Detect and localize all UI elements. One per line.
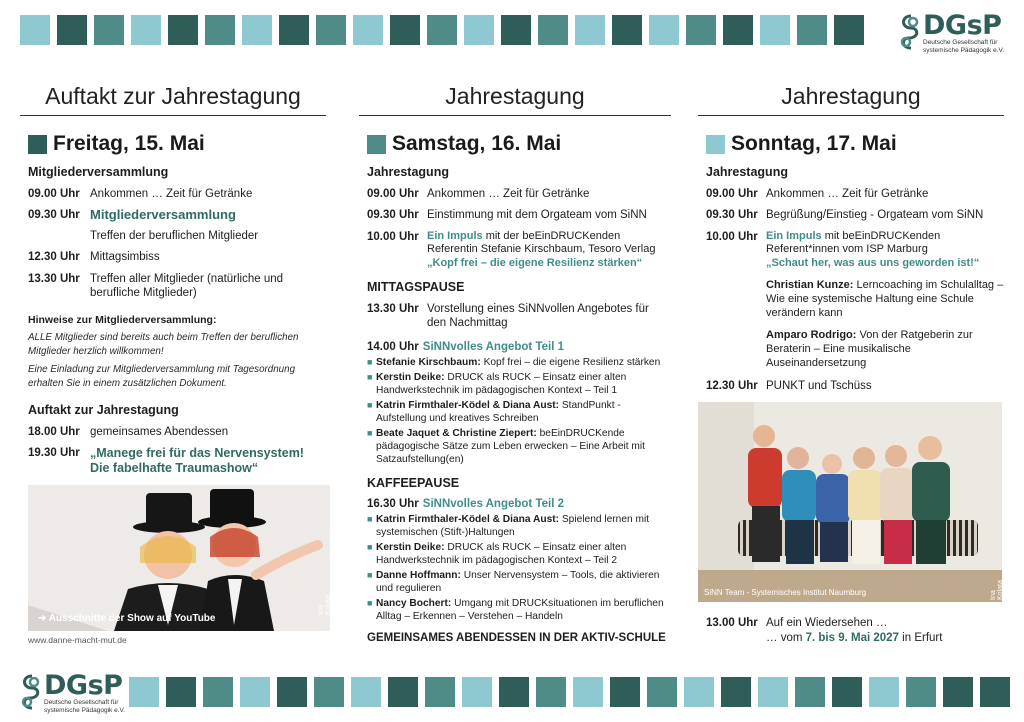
offer-item: ■ Stefanie Kirschbaum: Kopf frei – die eigene Resilienz stärken <box>367 357 661 368</box>
decor-square <box>649 15 679 45</box>
day-title: Freitag, 15. Mai <box>53 132 205 155</box>
decor-square <box>351 677 381 707</box>
decor-square <box>834 15 864 45</box>
decor-square <box>612 15 642 45</box>
hint-text: Eine Einladung zur Mitgliederversammlung mit Tagesordnung erhalten Sie in einem zusätzlichen Dokument. <box>28 364 296 389</box>
schedule-row: 16.30 Uhr SiNNvolles Angebot Teil 2 <box>367 497 564 510</box>
schedule-row: 09.00 Uhr Ankommen … Zeit für Getränke <box>706 187 929 200</box>
schedule-row: 19.30 Uhr „Manege frei für das Nervensystem! Die fabelhafte Traumashow“ <box>28 446 304 475</box>
decor-square <box>166 677 196 707</box>
schedule-row: 13.30 Uhr Vorstellung eines SiNNvollen Angebotes für den Nachmittag <box>367 302 649 329</box>
schedule-sub: … vom 7. bis 9. Mai 2027 in Erfurt <box>766 632 943 644</box>
decor-square <box>205 15 235 45</box>
decor-square <box>129 677 159 707</box>
schedule-row: 18.00 Uhr gemeinsames Abendessen <box>28 425 229 438</box>
bullet-icon: ■ <box>367 542 373 552</box>
decor-square <box>684 677 714 707</box>
logo-name: DGsP <box>923 10 1002 41</box>
decor-square <box>94 15 124 45</box>
speaker: Amparo Rodrigo: Von der Ratgeberin zur Beraterin – Eine musikalische Auseinandersetzung <box>766 329 973 369</box>
team-photo <box>698 402 1002 602</box>
day-square-icon <box>706 135 725 154</box>
youtube-link[interactable]: ➜ Ausschnitte der Show auf YouTube <box>38 613 216 624</box>
decor-square <box>390 15 420 45</box>
photo-caption: SiNN Team - Systemisches Institut Naumburg <box>704 587 867 597</box>
column-friday <box>20 78 332 645</box>
decor-square <box>203 677 233 707</box>
day-heading <box>359 133 671 155</box>
decor-square <box>462 677 492 707</box>
decor-square <box>686 15 716 45</box>
speaker: Christian Kunze: Lerncoaching im Schulalltag – Wie eine systemische Haltung eine Schule verändern kann <box>766 279 1004 319</box>
decor-square <box>723 15 753 45</box>
decor-square <box>314 677 344 707</box>
day-heading <box>20 133 326 155</box>
decor-square <box>760 15 790 45</box>
section-title: Jahrestagung <box>367 165 449 179</box>
show-photo[interactable] <box>28 485 330 631</box>
section-title: Mitgliederversammlung <box>28 165 169 179</box>
photo-credit: Ina Kolata <box>318 595 332 615</box>
decor-square <box>427 15 457 45</box>
bullet-icon: ■ <box>367 428 373 438</box>
schedule-row: 14.00 Uhr SiNNvolles Angebot Teil 1 <box>367 340 564 353</box>
offer-item: ■ Danne Hoffmann: Unser Nervensystem – Tools, die aktivieren und regulieren <box>367 570 660 594</box>
schedule-sub: Treffen der beruflichen Mitglieder <box>90 229 259 242</box>
schedule-row: 10.00 Uhr Ein Impuls mit beEinDRUCKenden Referent*innen vom ISP Marburg „Schaut her, was aus uns geworden ist!“ <box>706 229 980 269</box>
decor-square <box>758 677 788 707</box>
decor-square <box>316 15 346 45</box>
schedule-row: 09.30 Uhr Begrüßung/Einstieg - Orgateam vom SiNN <box>706 209 984 221</box>
decor-square <box>425 677 455 707</box>
decor-square <box>131 15 161 45</box>
decor-square <box>20 15 50 45</box>
section-title: Auftakt zur Jahrestagung <box>28 403 179 417</box>
decor-square <box>57 15 87 45</box>
website-link[interactable]: www.danne-macht-mut.de <box>28 635 127 645</box>
schedule-row: 10.00 Uhr Ein Impuls mit der beEinDRUCKenden Referentin Stefanie Kirschbaum, Tesoro Verlag „Kopf frei – die eigene Resilienz stärken“ <box>367 229 656 269</box>
offer-item: ■ Kerstin Deike: DRUCK als RUCK – Einsatz einer alten Handwerkstechnik im pädagogischen Kontext – Teil 1 <box>367 372 627 396</box>
hint-title: Hinweise zur Mitgliederversammlung: <box>28 313 217 326</box>
decor-square <box>168 15 198 45</box>
day-heading <box>698 133 1004 155</box>
column-saturday <box>359 78 671 646</box>
bullet-icon: ■ <box>367 400 373 410</box>
offer-list-1 <box>367 356 671 466</box>
decor-square <box>388 677 418 707</box>
bottom-decor-strip <box>129 677 1010 707</box>
section-title: MITTAGSPAUSE <box>367 280 465 294</box>
column-header: Auftakt zur Jahrestagung <box>20 78 326 116</box>
performers-illustration <box>28 485 330 631</box>
day-square-icon <box>367 135 386 154</box>
decor-square <box>536 677 566 707</box>
bullet-icon: ■ <box>367 514 373 524</box>
schedule-row: 12.30 Uhr Mittagsimbiss <box>28 251 160 263</box>
logo-subtitle-1: Deutsche Gesellschaft für <box>923 39 998 46</box>
team-illustration <box>698 402 1002 602</box>
decor-square <box>538 15 568 45</box>
dgsp-logo-mark-icon <box>897 12 921 52</box>
schedule-row: 09.00 Uhr Ankommen … Zeit für Getränke <box>367 187 590 200</box>
column-header: Jahrestagung <box>698 78 1004 116</box>
bullet-icon: ■ <box>367 357 373 367</box>
decor-square <box>277 677 307 707</box>
offer-item: ■ Beate Jaquet & Christine Ziepert: beEinDRUCKende pädagogische Sätze zum Leben erwecken – Eine Arbeit mit Satzaufstellung(en) <box>367 428 645 465</box>
decor-square <box>242 15 272 45</box>
dgsp-logo-footer <box>18 672 125 714</box>
decor-square <box>499 677 529 707</box>
top-decor-strip <box>20 15 864 45</box>
logo-subtitle-2: systemische Pädagogik e.V. <box>923 46 1005 54</box>
decor-square <box>573 677 603 707</box>
schedule-row: 09.30 Uhr Einstimmung mit dem Orgateam vom SiNN <box>367 209 647 221</box>
bullet-icon: ■ <box>367 372 373 382</box>
offer-item: ■ Katrin Firmthaler-Ködel & Diana Aust: StandPunkt - Aufstellung und kreatives Schreiben <box>367 400 621 424</box>
decor-square <box>575 15 605 45</box>
offer-item: ■ Nancy Bochert: Umgang mit DRUCKsituationen im beruflichen Alltag – Erkennen – Verstehen – Handeln <box>367 598 664 622</box>
decor-square <box>906 677 936 707</box>
decor-square <box>795 677 825 707</box>
decor-square <box>647 677 677 707</box>
schedule-row: 09.30 Uhr Mitgliederversammlung <box>28 207 236 222</box>
decor-square <box>721 677 751 707</box>
offer-item: ■ Kerstin Deike: DRUCK als RUCK – Einsatz einer alten Handwerkstechnik im pädagogischen Kontext – Teil 2 <box>367 542 627 566</box>
schedule-row: 12.30 Uhr PUNKT und Tschüss <box>706 380 872 392</box>
decor-square <box>832 677 862 707</box>
column-sunday <box>698 78 1004 646</box>
decor-square <box>353 15 383 45</box>
dgsp-logo-mark-icon <box>18 672 42 712</box>
column-header: Jahrestagung <box>359 78 671 116</box>
decor-square <box>464 15 494 45</box>
schedule-row: 13.30 Uhr Treffen aller Mitglieder (natürliche und berufliche Mitglieder) <box>28 272 284 299</box>
decor-square <box>943 677 973 707</box>
decor-square <box>240 677 270 707</box>
photo-credit: Ina Kolata <box>990 579 1004 600</box>
offer-list-2 <box>367 513 671 623</box>
logo-subtitle-2: systemische Pädagogik e.V. <box>44 706 126 714</box>
decor-square <box>610 677 640 707</box>
section-title: Jahrestagung <box>706 165 788 179</box>
decor-square <box>501 15 531 45</box>
offer-item: ■ Katrin Firmthaler-Ködel & Diana Aust: Spielend lernen mit systemischen (Stift-)Haltungen <box>367 514 650 538</box>
section-title: GEMEINSAMES ABENDESSEN IN DER AKTIV-SCHULE <box>367 632 666 644</box>
section-title: KAFFEEPAUSE <box>367 476 460 490</box>
day-square-icon <box>28 135 47 154</box>
dgsp-logo <box>897 12 1004 54</box>
hint-text: ALLE Mitglieder sind bereits auch beim Treffen der beruflichen Mitglieder herzlich willkommen! <box>28 332 299 357</box>
day-title: Samstag, 16. Mai <box>392 132 562 155</box>
decor-square <box>980 677 1010 707</box>
decor-square <box>797 15 827 45</box>
day-title: Sonntag, 17. Mai <box>731 132 897 155</box>
decor-square <box>279 15 309 45</box>
logo-name: DGsP <box>44 670 123 701</box>
bullet-icon: ■ <box>367 598 373 608</box>
schedule-row: 09.00 Uhr Ankommen … Zeit für Getränke <box>28 187 253 200</box>
bullet-icon: ■ <box>367 570 373 580</box>
decor-square <box>869 677 899 707</box>
schedule-row: 13.00 Uhr Auf ein Wiedersehen … <box>706 616 888 629</box>
logo-subtitle-1: Deutsche Gesellschaft für <box>44 699 119 706</box>
